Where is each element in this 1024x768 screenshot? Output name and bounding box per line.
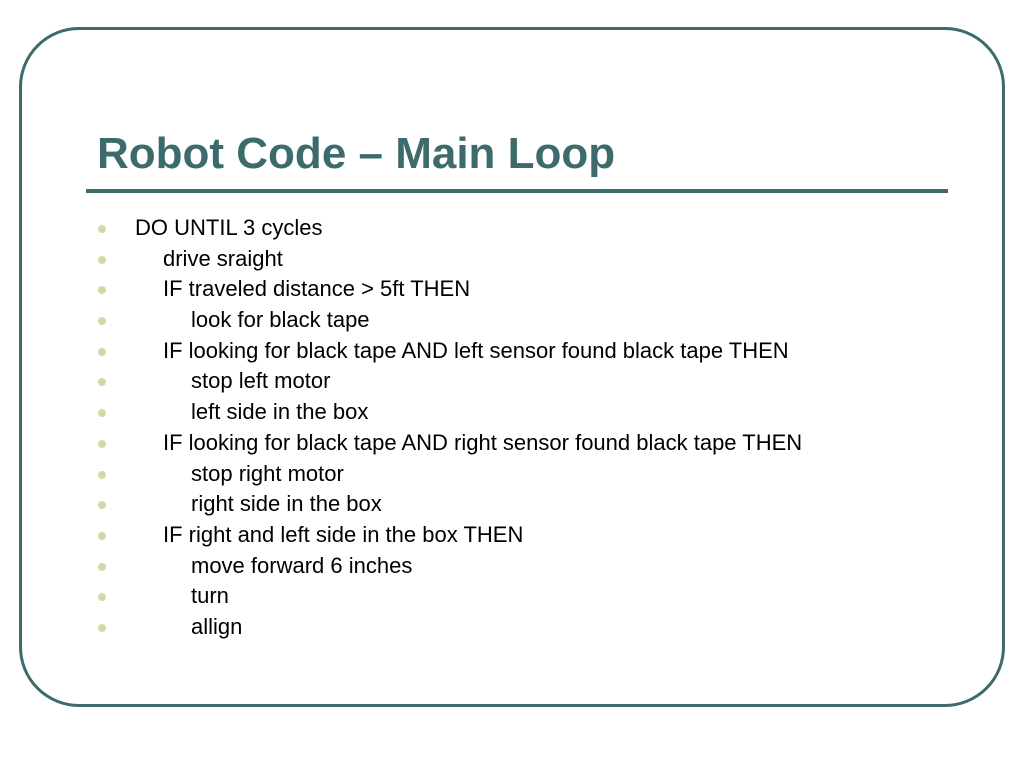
bullet-text: IF right and left side in the box THEN [163,521,524,547]
bullet-dot-icon [98,256,106,264]
bullet-text: move forward 6 inches [191,552,413,578]
bullet-text: IF looking for black tape AND right sensor found black tape THEN [163,429,803,455]
bullet-text: stop right motor [191,460,344,486]
title-underline [86,189,948,193]
bullet-text: IF traveled distance > 5ft THEN [163,276,471,302]
bullet-text: stop left motor [191,368,331,394]
bullet-text: left side in the box [191,399,369,425]
bullet-text: right side in the box [191,491,382,517]
bullet-text: look for black tape [191,307,370,333]
bullet-dot-icon [98,225,106,233]
bullet-dot-icon [98,440,106,448]
bullet-text: IF looking for black tape AND left sensor found black tape THEN [163,337,789,363]
bullet-dot-icon [98,317,106,325]
bullet-dot-icon [98,471,106,479]
bullet-dot-icon [98,563,106,571]
bullet-dot-icon [98,532,106,540]
bullet-text: allign [191,613,243,639]
bullet-dot-icon [98,348,106,356]
slide-title: Robot Code – Main Loop [97,129,616,178]
bullet-text: DO UNTIL 3 cycles [135,215,323,240]
bullet-dot-icon [98,624,106,632]
bullet-text: turn [191,583,229,609]
bullet-text: drive sraight [163,245,283,271]
